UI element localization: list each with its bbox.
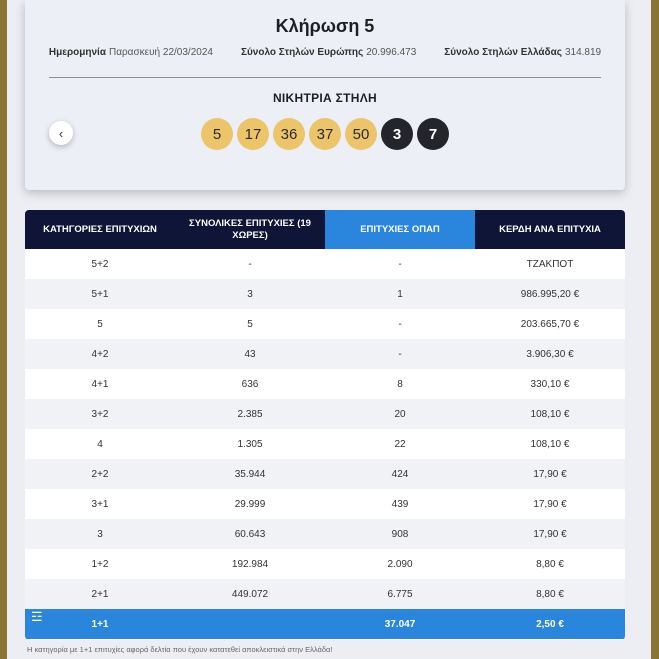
table-cell: 192.984 — [231, 558, 269, 570]
table-cell: 17,90 € — [533, 498, 567, 510]
table-cell: 4 — [97, 438, 103, 450]
table-cell: 2+1 — [91, 588, 109, 600]
table-cell: 37.047 — [384, 618, 416, 630]
table-cell: 17,90 € — [533, 468, 567, 480]
table-cell: 4+1 — [91, 378, 109, 390]
draw-title: Κλήρωση 5 — [275, 16, 375, 36]
divider — [49, 77, 601, 78]
star-ball: 7 — [417, 118, 449, 150]
table-cell: 8,80 € — [536, 588, 564, 600]
header-opap-winners: ΕΠΙΤΥΧΙΕΣ ΟΠΑΠ — [325, 210, 475, 249]
table-cell: 5+2 — [91, 258, 109, 270]
table-body — [25, 249, 625, 609]
table-row — [25, 429, 625, 459]
table-cell: 5 — [97, 318, 103, 330]
table-cell: - — [398, 258, 402, 270]
table-cell: 3 — [97, 528, 103, 540]
draw-card — [25, 0, 625, 190]
table-cell: 22 — [394, 438, 406, 450]
header-categories: ΚΑΤΗΓΟΡΙΕΣ ΕΠΙΤΥΧΙΩΝ — [25, 210, 175, 249]
table-cell: 330,10 € — [530, 378, 570, 390]
europe-total: Σύνολο Στηλών Ευρώπης 20.996.473 — [240, 47, 417, 58]
table-cell: 3+1 — [91, 498, 109, 510]
table-row — [25, 249, 625, 279]
table-header — [25, 210, 625, 249]
table-row — [25, 309, 625, 339]
table-cell: 3+2 — [91, 408, 109, 420]
table-row — [25, 459, 625, 489]
greece-total: Σύνολο Στηλών Ελλάδας 314.819 — [444, 47, 602, 58]
table-cell: 908 — [391, 528, 409, 540]
table-cell: - — [398, 318, 402, 330]
table-cell: 35.944 — [234, 468, 266, 480]
table-cell: 108,10 € — [530, 438, 570, 450]
table-cell: 636 — [241, 378, 259, 390]
table-cell: 3 — [247, 288, 253, 300]
table-cell: 43 — [244, 348, 256, 360]
table-cell: 1+2 — [91, 558, 109, 570]
table-cell — [175, 609, 325, 639]
header-total-winners: ΣΥΝΟΛΙΚΕΣ ΕΠΙΤΥΧΙΕΣ (19 ΧΩΡΕΣ) — [175, 210, 325, 249]
number-ball: 5 — [201, 118, 233, 150]
table-cell: 449.072 — [231, 588, 269, 600]
table-row — [25, 399, 625, 429]
table-cell: 2.385 — [237, 408, 263, 420]
table-cell: 20 — [394, 408, 406, 420]
number-ball: 37 — [309, 118, 341, 150]
star-ball: 3 — [381, 118, 413, 150]
table-cell: 203.665,70 € — [520, 318, 580, 330]
header-prize: ΚΕΡΔΗ ΑΝΑ ΕΠΙΤΥΧΙΑ — [475, 210, 625, 249]
number-ball: 50 — [345, 118, 377, 150]
table-row — [25, 549, 625, 579]
table-row — [25, 579, 625, 609]
table-cell: 986.995,20 € — [520, 288, 580, 300]
table-cell: - — [248, 258, 252, 270]
draw-date: Ημερομηνία Παρασκευή 22/03/2024 — [48, 47, 213, 58]
table-cell: 108,10 € — [530, 408, 570, 420]
draw-meta — [25, 47, 625, 58]
table-row — [25, 519, 625, 549]
table-cell: 3.906,30 € — [526, 348, 574, 360]
table-cell: 2.090 — [387, 558, 413, 570]
table-cell: 5+1 — [91, 288, 109, 300]
winning-numbers — [25, 118, 625, 150]
table-cell: 2+2 — [91, 468, 109, 480]
table-row — [25, 489, 625, 519]
table-cell: 439 — [391, 498, 409, 510]
table-cell: 1 — [397, 288, 403, 300]
table-cell: 5 — [247, 318, 253, 330]
list-filter-icon[interactable]: ☲ — [31, 609, 43, 624]
table-cell: 29.999 — [234, 498, 266, 510]
table-cell: 2,50 € — [536, 618, 564, 630]
table-row — [25, 279, 625, 309]
table-cell: 6.775 — [387, 588, 413, 600]
table-cell: 1+1 — [91, 618, 109, 630]
table-cell: 424 — [391, 468, 409, 480]
table-cell: ΤΖΑΚΠΟΤ — [526, 258, 574, 270]
table-cell: 60.643 — [234, 528, 266, 540]
table-row — [25, 369, 625, 399]
winning-heading: ΝΙΚΗΤΡΙΑ ΣΤΗΛΗ — [272, 91, 378, 105]
number-ball: 36 — [273, 118, 305, 150]
footnote: Η κατηγορία με 1+1 επιτυχίες αφορά δελτία που έχουν κατατεθεί αποκλειστικά στην Ελλάδα! — [27, 645, 333, 654]
prize-table — [25, 210, 625, 640]
table-cell: - — [398, 348, 402, 360]
number-ball: 17 — [237, 118, 269, 150]
table-row — [25, 339, 625, 369]
table-cell: 8,80 € — [536, 558, 564, 570]
table-cell: 4+2 — [91, 348, 109, 360]
table-cell: 1.305 — [237, 438, 263, 450]
chevron-left-icon: ‹ — [58, 125, 64, 141]
highlight-row — [25, 609, 625, 639]
table-cell: 17,90 € — [533, 528, 567, 540]
table-cell: 8 — [397, 378, 403, 390]
